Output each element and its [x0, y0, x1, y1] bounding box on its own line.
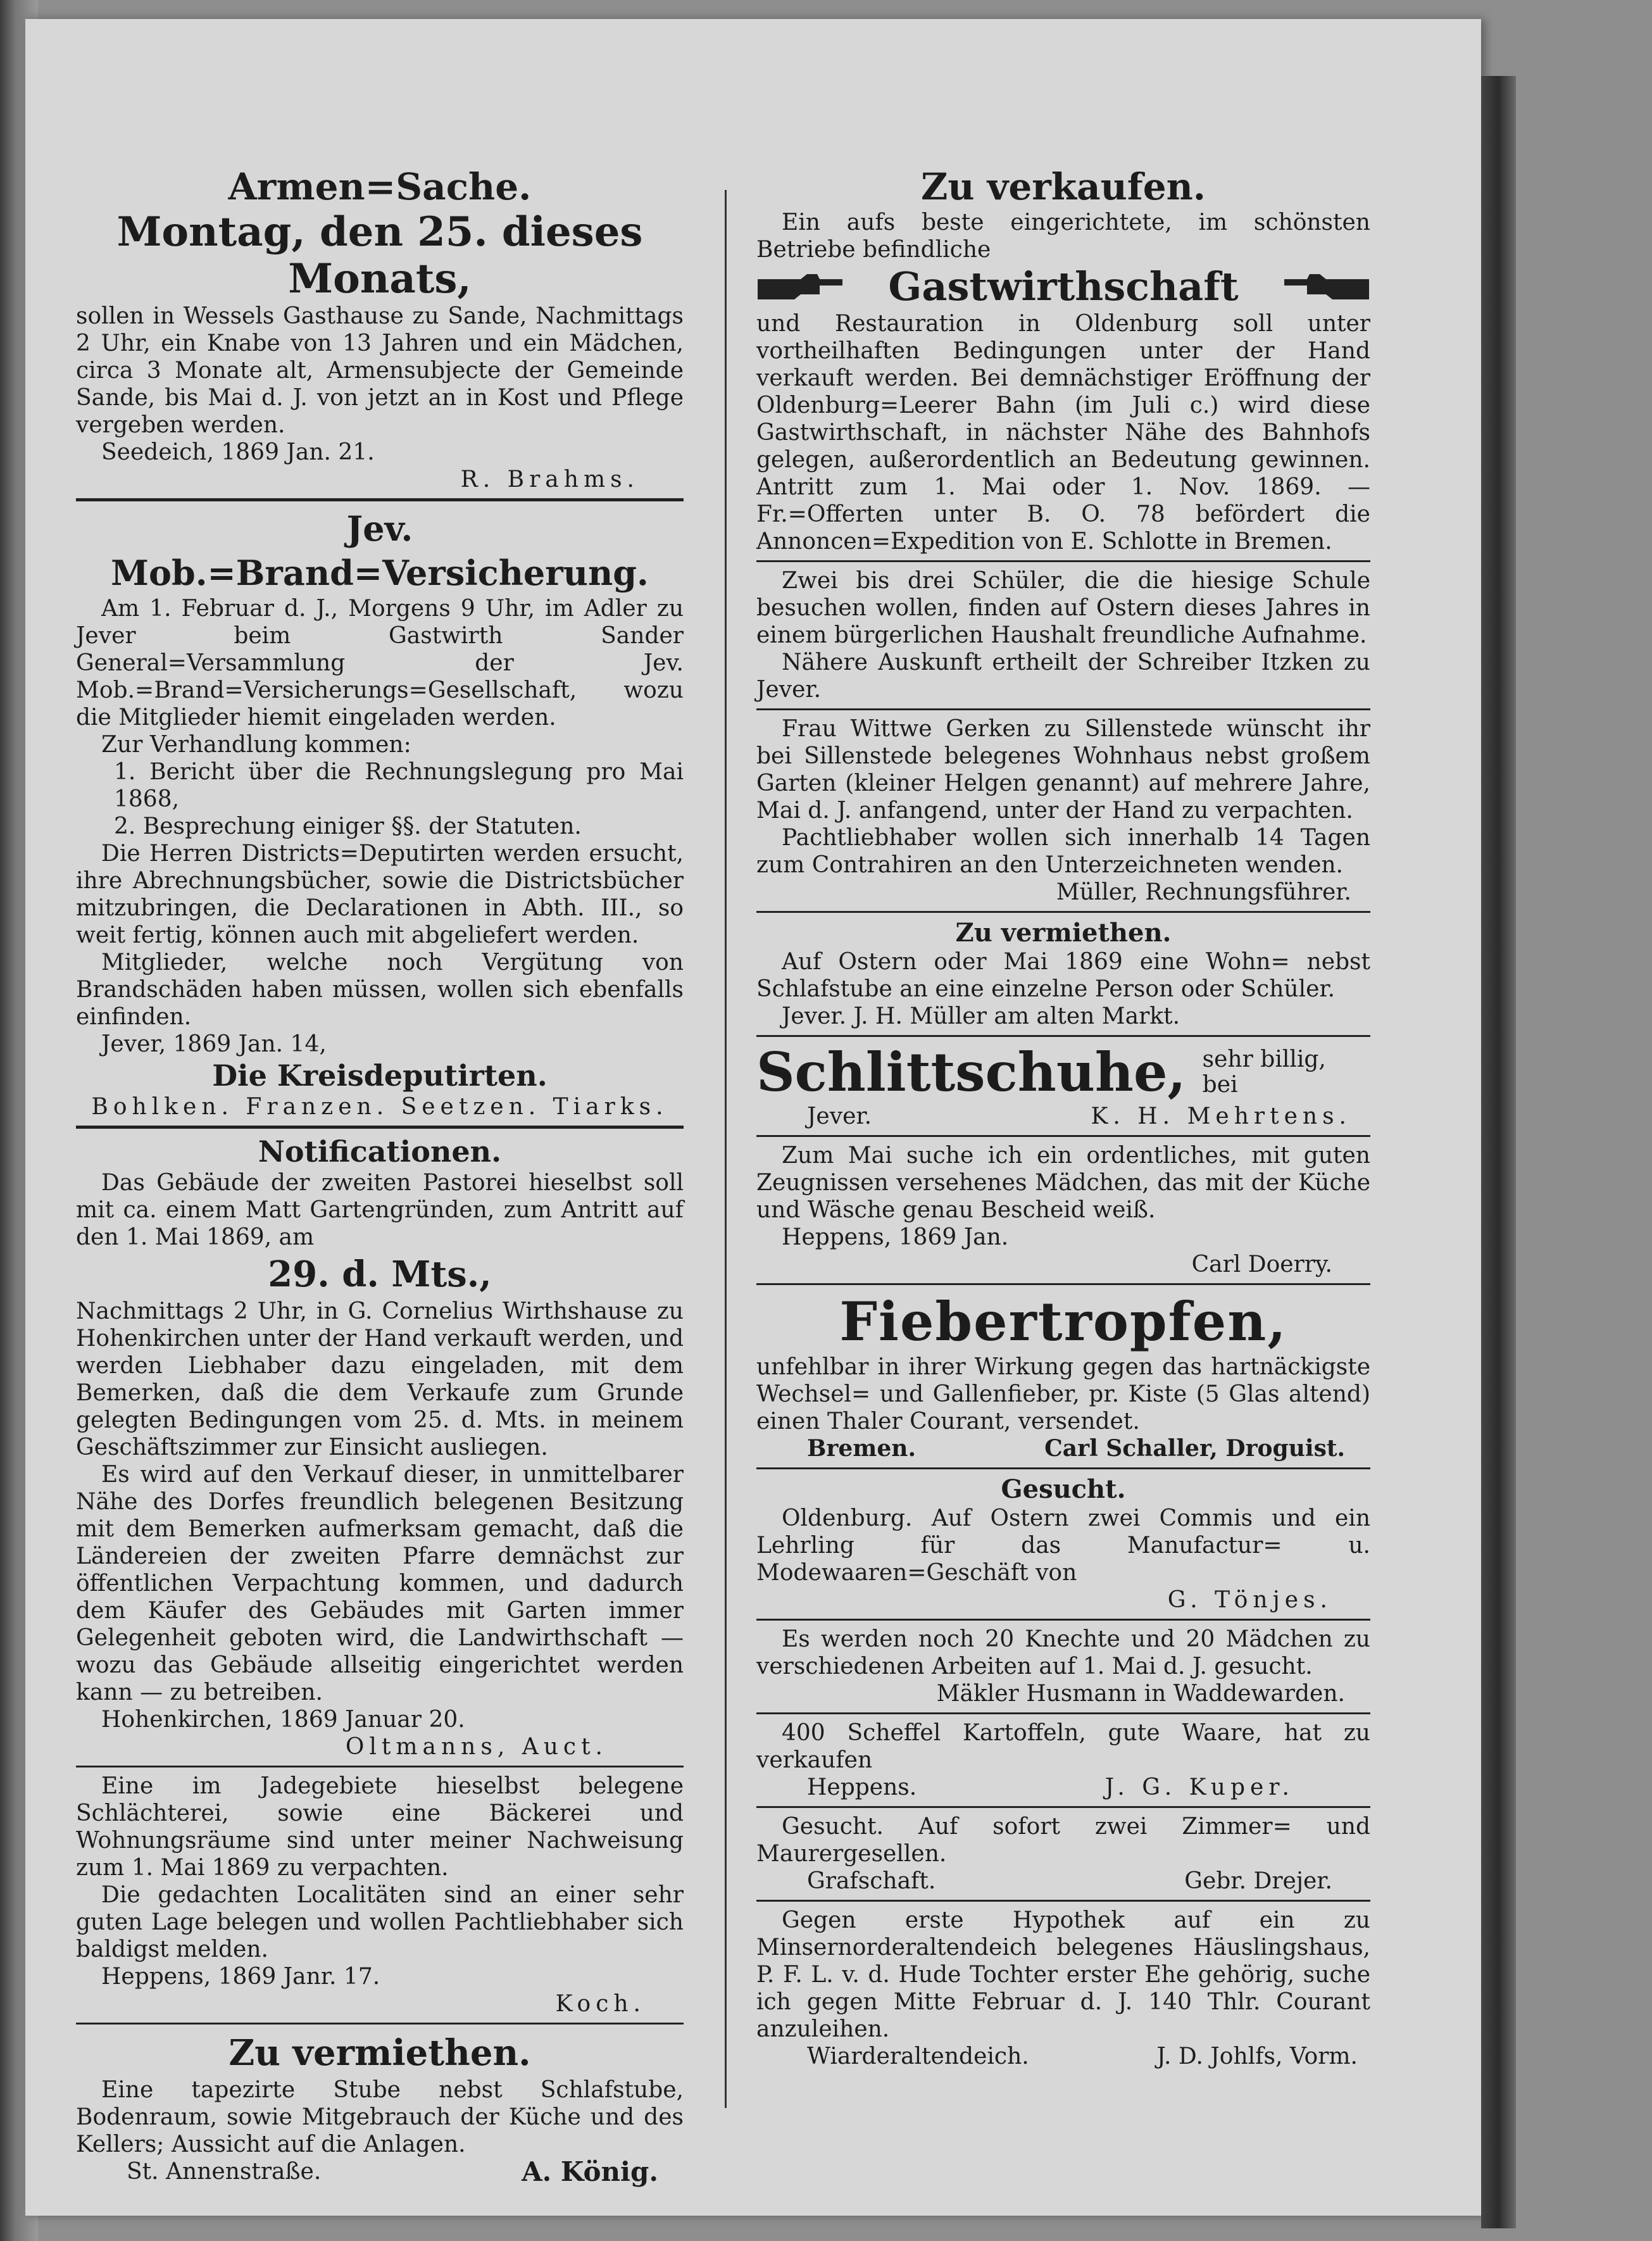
verk-head: Gastwirthschaft	[888, 263, 1239, 310]
hypothek-ad	[756, 1907, 1370, 2070]
jev-agenda: Zur Verhandlung kommen:	[101, 732, 411, 758]
schlacht-place: Heppens, 1869 Janr. 17.	[101, 1964, 380, 1990]
rule	[756, 560, 1370, 562]
schueler-ad	[756, 567, 1370, 703]
gesucht-title: Gesucht.	[1001, 1474, 1126, 1504]
maurer-body: Gesucht. Auf sofort zwei Zimmer= und Maurergesellen.	[756, 1814, 1370, 1867]
rule	[76, 498, 684, 501]
armen-date: Montag, den 25. dieses Monats,	[116, 208, 643, 303]
notif-title: Notificationen.	[258, 1134, 502, 1169]
vermiethen-ad	[76, 2030, 684, 2185]
rule	[756, 1900, 1370, 1902]
kartoffel-signature: J. G. Kuper.	[1104, 1774, 1294, 1800]
maurer-place: Grafschaft.	[807, 1868, 936, 1894]
rule	[756, 1283, 1370, 1285]
jev-names: Bohlken. Franzen. Seetzen. Tiarks.	[91, 1094, 668, 1120]
verkaufen-ad	[756, 165, 1370, 555]
maurer-ad	[756, 1813, 1370, 1895]
jev-body: Am 1. Februar d. J., Morgens 9 Uhr, im Adler zu Jever beim Gastwirth Sander General=Versammlung der Jev. Mob.=Brand=Versicherungs=Gesellschaft, wozu die Mitglieder hiemit eingeladen werden.	[76, 596, 684, 731]
maedchen-place: Heppens, 1869 Jan.	[782, 1224, 1009, 1250]
gerken-signature: Müller, Rechnungsführer.	[1056, 879, 1351, 905]
hypothek-signature: J. D. Johlfs, Vorm.	[1156, 2043, 1358, 2069]
skate-side1: sehr billig,	[1202, 1046, 1326, 1072]
schlacht-body: Eine im Jadegebiete hieselbst belegene Schlächterei, sowie eine Bäckerei und Wohnungsräume sind unter meiner Nachweisung zum 1. Mai 1869 zu verpachten.	[76, 1773, 684, 1881]
notif-place: Hohenkirchen, 1869 Januar 20.	[101, 1707, 465, 1733]
jev-item2: 2. Besprechung einiger §§. der Statuten.	[114, 813, 582, 839]
gesucht-ad	[756, 1474, 1370, 1614]
fieber-title: Fiebertropfen,	[839, 1290, 1287, 1353]
armen-place: Seedeich, 1869 Jan. 21.	[101, 439, 375, 465]
knechte-signature: Mäkler Husmann in Waddewarden.	[936, 1681, 1345, 1707]
verk-intro: Ein aufs beste eingerichtete, im schönsten Betriebe befindliche	[756, 210, 1370, 263]
maurer-signature: Gebr. Drejer.	[1184, 1868, 1332, 1894]
kartoffel-ad	[756, 1719, 1370, 1801]
notif-p2: Nachmittags 2 Uhr, in G. Cornelius Wirthshause zu Hohenkirchen unter der Hand verkauft werden, und werden Liebhaber dazu eingeladen, mit dem Bemerken, daß die dem Verkaufe zum Grunde gelegten Bedingungen vom 25. d. Mts. in meinem Geschäftszimmer zur Einsicht ausliegen.	[76, 1298, 684, 1460]
hypothek-body: Gegen erste Hypothek auf ein zu Minsernorderaltendeich belegenes Häuslingshaus, P. F. L. v. d. Hude Tochter erster Ehe gehörig, suche ich gegen Mitte Februar d. J. 140 Thlr. Courant anzuleihen.	[756, 1907, 1370, 2042]
verm-title: Zu vermiethen.	[228, 2032, 531, 2074]
verm2-body: Auf Ostern oder Mai 1869 eine Wohn= nebst Schlafstube an eine einzelne Person oder Schüler.	[756, 949, 1370, 1002]
verm2-title: Zu vermiethen.	[955, 918, 1172, 948]
rule	[76, 1766, 684, 1767]
jev-ad	[76, 506, 684, 1120]
armen-ad	[76, 165, 684, 493]
maedchen-signature: Carl Doerry.	[1191, 1252, 1332, 1277]
jev-sign-title: Die Kreisdeputirten.	[212, 1058, 548, 1093]
hypothek-place: Wiarderaltendeich.	[807, 2043, 1029, 2069]
notif-body: Das Gebäude der zweiten Pastorei hieselbst soll mit ca. einem Matt Gartengründen, zum Antritt auf den 1. Mai 1869, am	[76, 1170, 684, 1250]
rule	[76, 1126, 684, 1129]
jev-p3: Mitglieder, welche noch Vergütung von Brandschäden haben müssen, wollen sich ebenfalls einfinden.	[76, 950, 684, 1030]
maedchen-body: Zum Mai suche ich ein ordentliches, mit guten Zeugnissen versehenes Mädchen, das mit der Küche und Wäsche genau Bescheid weiß.	[756, 1143, 1370, 1223]
verm2-signature: Jever. J. H. Müller am alten Markt.	[782, 1003, 1180, 1029]
fieber-body: unfehlbar in ihrer Wirkung gegen das hartnäckigste Wechsel= und Gallenfieber, pr. Kiste (5 Glas altend) einen Thaler Courant, versendet.	[756, 1354, 1370, 1434]
jev-item1: 1. Bericht über die Rechnungslegung pro Mai 1868,	[114, 759, 684, 812]
schlacht-p2: Die gedachten Localitäten sind an einer sehr guten Lage belegen und wollen Pachtliebhaber sich baldigst melden.	[76, 1882, 684, 1962]
knechte-body: Es werden noch 20 Knechte und 20 Mädchen zu verschiedenen Arbeiten auf 1. Mai d. J. gesucht.	[756, 1626, 1370, 1679]
armen-title: Armen=Sache.	[228, 165, 532, 208]
notif-p3: Es wird auf den Verkauf dieser, in unmittelbarer Nähe des Dorfes freundlich belegenen Besitzung mit dem Bemerken aufmerksam gemacht, daß die Ländereien der zweiten Pfarre demnächst zur öffentlichen Verpachtung kommen, und dadurch dem Käufer des Gebäudes mit Garten immer Gelegenheit geboten wird, die Landwirthschaft — wozu das Gebäude allseitig eingerichtet werden kann — zu betreiben.	[76, 1462, 684, 1705]
jev-place: Jever, 1869 Jan. 14,	[101, 1031, 327, 1057]
pointing-hand-left-icon	[1282, 273, 1370, 301]
schlittschuhe-ad	[756, 1042, 1370, 1130]
fieber-ad	[756, 1290, 1370, 1462]
schlacht-ad	[76, 1773, 684, 2018]
skate-place: Jever.	[807, 1103, 872, 1129]
rule	[76, 2023, 684, 2024]
jev-title: Jev. Mob.=Brand=Versicherung.	[111, 508, 649, 593]
kartoffel-body: 400 Scheffel Kartoffeln, gute Waare, hat zu verkaufen	[756, 1720, 1370, 1773]
schlacht-signature: Koch.	[555, 1991, 646, 2017]
gesucht-body: Oldenburg. Auf Ostern zwei Commis und ein Lehrling für das Manufactur= u. Modewaaren=Geschäft von	[756, 1505, 1370, 1586]
schueler-body: Zwei bis drei Schüler, die die hiesige Schule besuchen wollen, finden auf Ostern dieses Jahres in einem bürgerlichen Haushalt freundliche Aufnahme.	[756, 568, 1370, 648]
jev-p2: Die Herren Districts=Deputirten werden ersucht, ihre Abrechnungsbücher, sowie die Districtsbücher mitzubringen, die Declarationen in Abth. III., so weit fertig, können auch mit abgeliefert werden.	[76, 841, 684, 948]
skate-signature: K. H. Mehrtens.	[1091, 1103, 1351, 1129]
knechte-ad	[756, 1626, 1370, 1707]
page-edge	[1481, 76, 1516, 2228]
verk-body: und Restauration in Oldenburg soll unter vortheilhaften Bedingungen unter der Hand verkauft werden. Bei demnächstiger Eröffnung der Oldenburg=Leerer Bahn (im Juli c.) wird diese Gastwirthschaft, in nächster Nähe des Bahnhofs gelegen, außerordentlich an Bedeutung gewinnen. Antritt zum 1. Mai oder 1. Nov. 1869. — Fr.=Offerten unter B. O. 78 befördert die Annoncen=Expedition von E. Schlotte in Bremen.	[756, 311, 1370, 555]
skate-word: Schlittschuhe,	[756, 1041, 1186, 1103]
gerken-p2: Pachtliebhaber wollen sich innerhalb 14 Tagen zum Contrahiren an den Unterzeichneten wenden.	[756, 825, 1370, 878]
rule	[756, 1712, 1370, 1714]
rule	[756, 708, 1370, 710]
armen-body: sollen in Wessels Gasthause zu Sande, Nachmittags 2 Uhr, ein Knabe von 13 Jahren und ein Mädchen, circa 3 Monate alt, Armensubjecte der Gemeinde Sande, bis Mai d. J. von jetzt an in Kost und Pflege vergeben werden.	[76, 303, 684, 438]
left-column	[76, 165, 684, 2185]
verm-place: St. Annenstraße.	[127, 2159, 322, 2185]
rule	[756, 1806, 1370, 1808]
rule	[756, 1619, 1370, 1621]
fieber-signature: Carl Schaller, Droguist.	[1044, 1435, 1345, 1462]
verm-signature: A. König.	[522, 2156, 658, 2187]
notif-ad	[76, 1134, 684, 1761]
gerken-ad	[756, 715, 1370, 906]
rule	[756, 911, 1370, 913]
notif-signature: Oltmanns, Auct.	[345, 1734, 608, 1760]
maedchen-ad	[756, 1142, 1370, 1278]
verk-title: Zu verkaufen.	[920, 165, 1206, 208]
notif-date: 29. d. Mts.,	[268, 1253, 492, 1295]
armen-signature: R. Brahms.	[460, 467, 639, 493]
pointing-hand-right-icon	[756, 273, 845, 301]
schueler-p2: Nähere Auskunft ertheilt der Schreiber Itzken zu Jever.	[756, 650, 1370, 703]
gerken-body: Frau Wittwe Gerken zu Sillenstede wünscht ihr bei Sillenstede belegenes Wohnhaus nebst großem Garten (kleiner Helgen genannt) auf mehrere Jahre, Mai d. J. anfangend, unter der Hand zu verpachten.	[756, 716, 1370, 824]
rule	[756, 1135, 1370, 1137]
skate-side2: bei	[1202, 1072, 1238, 1098]
vermiethen2-ad	[756, 918, 1370, 1030]
kartoffel-place: Heppens.	[807, 1774, 917, 1800]
verm-body: Eine tapezirte Stube nebst Schlafstube, Bodenraum, sowie Mitgebrauch der Küche und des Kellers; Aussicht auf die Anlagen.	[76, 2077, 684, 2157]
gesucht-signature: G. Tönjes.	[1167, 1587, 1332, 1613]
column-divider	[725, 190, 727, 2108]
fieber-place: Bremen.	[807, 1435, 917, 1462]
right-column	[756, 165, 1370, 2070]
rule	[756, 1467, 1370, 1469]
rule	[756, 1035, 1370, 1037]
